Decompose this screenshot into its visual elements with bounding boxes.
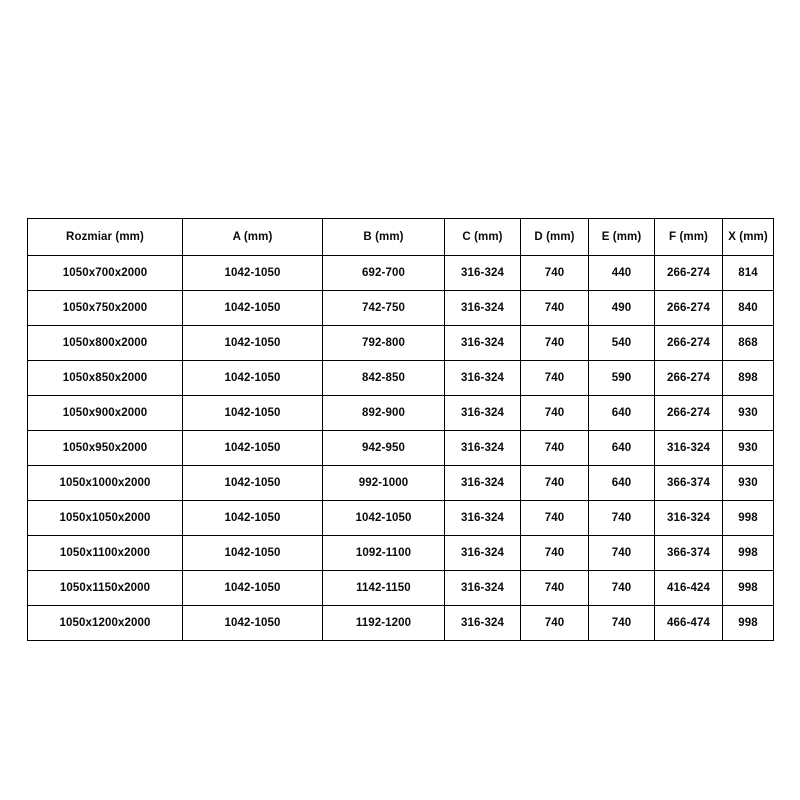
cell-e: 640 [589,396,655,431]
cell-b: 892-900 [323,396,445,431]
column-header-d: D (mm) [521,219,589,256]
table-row [28,396,774,431]
cell-a: 1042-1050 [183,606,323,641]
cell-c: 316-324 [445,361,521,396]
cell-f: 416-424 [655,571,723,606]
cell-b: 1192-1200 [323,606,445,641]
cell-c: 316-324 [445,466,521,501]
cell-c: 316-324 [445,571,521,606]
cell-a: 1042-1050 [183,501,323,536]
cell-x: 868 [723,326,774,361]
cell-c: 316-324 [445,606,521,641]
cell-size: 1050x1050x2000 [28,501,183,536]
cell-e: 740 [589,501,655,536]
table-row [28,536,774,571]
cell-x: 898 [723,361,774,396]
cell-size: 1050x1150x2000 [28,571,183,606]
cell-b: 792-800 [323,326,445,361]
cell-d: 740 [521,361,589,396]
cell-d: 740 [521,256,589,291]
cell-d: 740 [521,466,589,501]
column-header-x: X (mm) [723,219,774,256]
cell-x: 930 [723,466,774,501]
cell-e: 640 [589,466,655,501]
cell-size: 1050x700x2000 [28,256,183,291]
cell-e: 440 [589,256,655,291]
cell-e: 740 [589,606,655,641]
cell-b: 842-850 [323,361,445,396]
cell-a: 1042-1050 [183,431,323,466]
cell-f: 466-474 [655,606,723,641]
column-header-a: A (mm) [183,219,323,256]
cell-e: 640 [589,431,655,466]
cell-size: 1050x1200x2000 [28,606,183,641]
cell-size: 1050x1100x2000 [28,536,183,571]
cell-b: 992-1000 [323,466,445,501]
table-row [28,501,774,536]
cell-b: 1142-1150 [323,571,445,606]
cell-a: 1042-1050 [183,291,323,326]
cell-e: 540 [589,326,655,361]
cell-d: 740 [521,571,589,606]
cell-a: 1042-1050 [183,256,323,291]
cell-c: 316-324 [445,326,521,361]
cell-a: 1042-1050 [183,466,323,501]
cell-e: 490 [589,291,655,326]
column-header-b: B (mm) [323,219,445,256]
specification-table-container [27,218,773,641]
table-row [28,291,774,326]
table-row [28,361,774,396]
cell-d: 740 [521,536,589,571]
cell-f: 266-274 [655,326,723,361]
cell-d: 740 [521,326,589,361]
cell-size: 1050x950x2000 [28,431,183,466]
cell-b: 1042-1050 [323,501,445,536]
cell-x: 814 [723,256,774,291]
table-row [28,606,774,641]
cell-b: 1092-1100 [323,536,445,571]
table-row [28,431,774,466]
column-header-rozmiar: Rozmiar (mm) [28,219,183,256]
cell-x: 840 [723,291,774,326]
cell-d: 740 [521,396,589,431]
table-row [28,256,774,291]
cell-e: 590 [589,361,655,396]
cell-f: 266-274 [655,256,723,291]
cell-f: 266-274 [655,361,723,396]
cell-x: 998 [723,536,774,571]
column-header-e: E (mm) [589,219,655,256]
cell-size: 1050x850x2000 [28,361,183,396]
cell-a: 1042-1050 [183,326,323,361]
cell-c: 316-324 [445,256,521,291]
cell-e: 740 [589,571,655,606]
cell-f: 266-274 [655,396,723,431]
cell-a: 1042-1050 [183,361,323,396]
table-row [28,571,774,606]
cell-f: 266-274 [655,291,723,326]
cell-b: 692-700 [323,256,445,291]
specification-table [27,218,774,641]
cell-f: 316-324 [655,501,723,536]
cell-b: 942-950 [323,431,445,466]
cell-c: 316-324 [445,431,521,466]
cell-a: 1042-1050 [183,396,323,431]
cell-f: 316-324 [655,431,723,466]
cell-c: 316-324 [445,501,521,536]
table-row [28,466,774,501]
cell-x: 998 [723,606,774,641]
cell-size: 1050x900x2000 [28,396,183,431]
cell-c: 316-324 [445,536,521,571]
cell-d: 740 [521,501,589,536]
cell-d: 740 [521,431,589,466]
cell-d: 740 [521,606,589,641]
cell-size: 1050x800x2000 [28,326,183,361]
table-header-row [28,219,774,256]
cell-f: 366-374 [655,466,723,501]
column-header-f: F (mm) [655,219,723,256]
column-header-c: C (mm) [445,219,521,256]
cell-c: 316-324 [445,396,521,431]
cell-size: 1050x1000x2000 [28,466,183,501]
cell-a: 1042-1050 [183,536,323,571]
cell-b: 742-750 [323,291,445,326]
cell-f: 366-374 [655,536,723,571]
cell-e: 740 [589,536,655,571]
cell-x: 998 [723,571,774,606]
cell-d: 740 [521,291,589,326]
cell-size: 1050x750x2000 [28,291,183,326]
cell-x: 930 [723,431,774,466]
cell-x: 930 [723,396,774,431]
cell-x: 998 [723,501,774,536]
cell-c: 316-324 [445,291,521,326]
cell-a: 1042-1050 [183,571,323,606]
table-row [28,326,774,361]
